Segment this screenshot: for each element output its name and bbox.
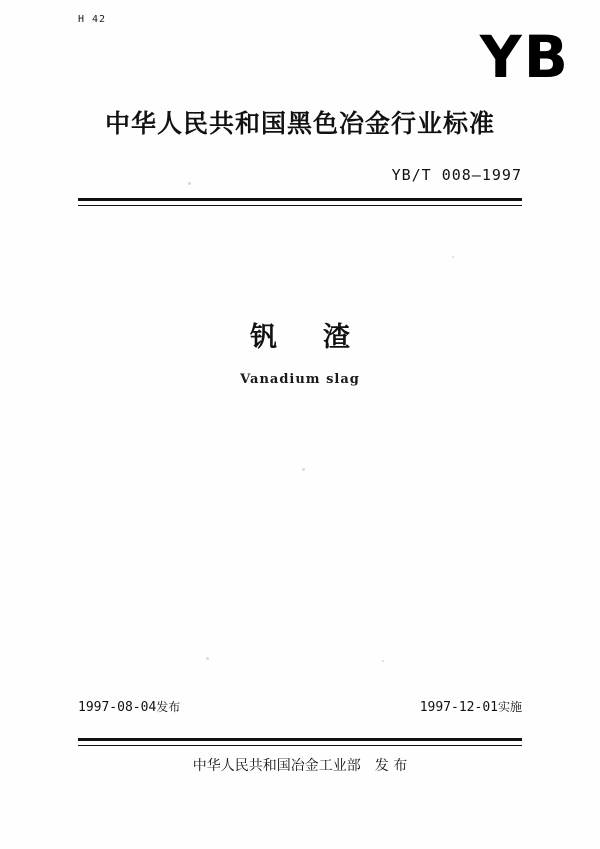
footer-rule-thick: [78, 738, 522, 741]
issue-date: 1997-08-04: [78, 700, 157, 715]
yb-logo: YB: [479, 23, 570, 91]
publisher-line: [0, 755, 600, 775]
publisher-name: 中华人民共和国冶金工业部: [192, 758, 361, 774]
classification-code: H 42: [78, 14, 107, 25]
effective-date: 1997-12-01: [419, 700, 498, 715]
subject-title-cn-second: 渣: [323, 322, 350, 353]
standard-number: YB/T 008—1997: [391, 166, 522, 184]
scan-speck: [206, 657, 209, 660]
footer-dates: [78, 698, 522, 715]
subject-title-cn: [0, 315, 600, 354]
scan-speck: [302, 468, 305, 471]
subject-title-cn-first: 钒: [250, 322, 277, 353]
footer-rule-thin: [78, 745, 522, 746]
effective-date-group: [420, 698, 522, 715]
scan-speck: [452, 256, 454, 258]
issue-label: 发布: [156, 700, 181, 714]
standard-title: 中华人民共和国黑色冶金行业标准: [104, 109, 495, 138]
issue-date-group: [78, 698, 180, 715]
effective-label: 实施: [497, 700, 522, 714]
publisher-action: 发 布: [374, 758, 408, 774]
header-rule-thick: [78, 198, 522, 201]
subject-title-en: Vanadium slag: [240, 372, 360, 387]
header-rule-thin: [78, 205, 522, 206]
scan-speck: [188, 182, 191, 185]
scan-speck: [382, 660, 384, 662]
